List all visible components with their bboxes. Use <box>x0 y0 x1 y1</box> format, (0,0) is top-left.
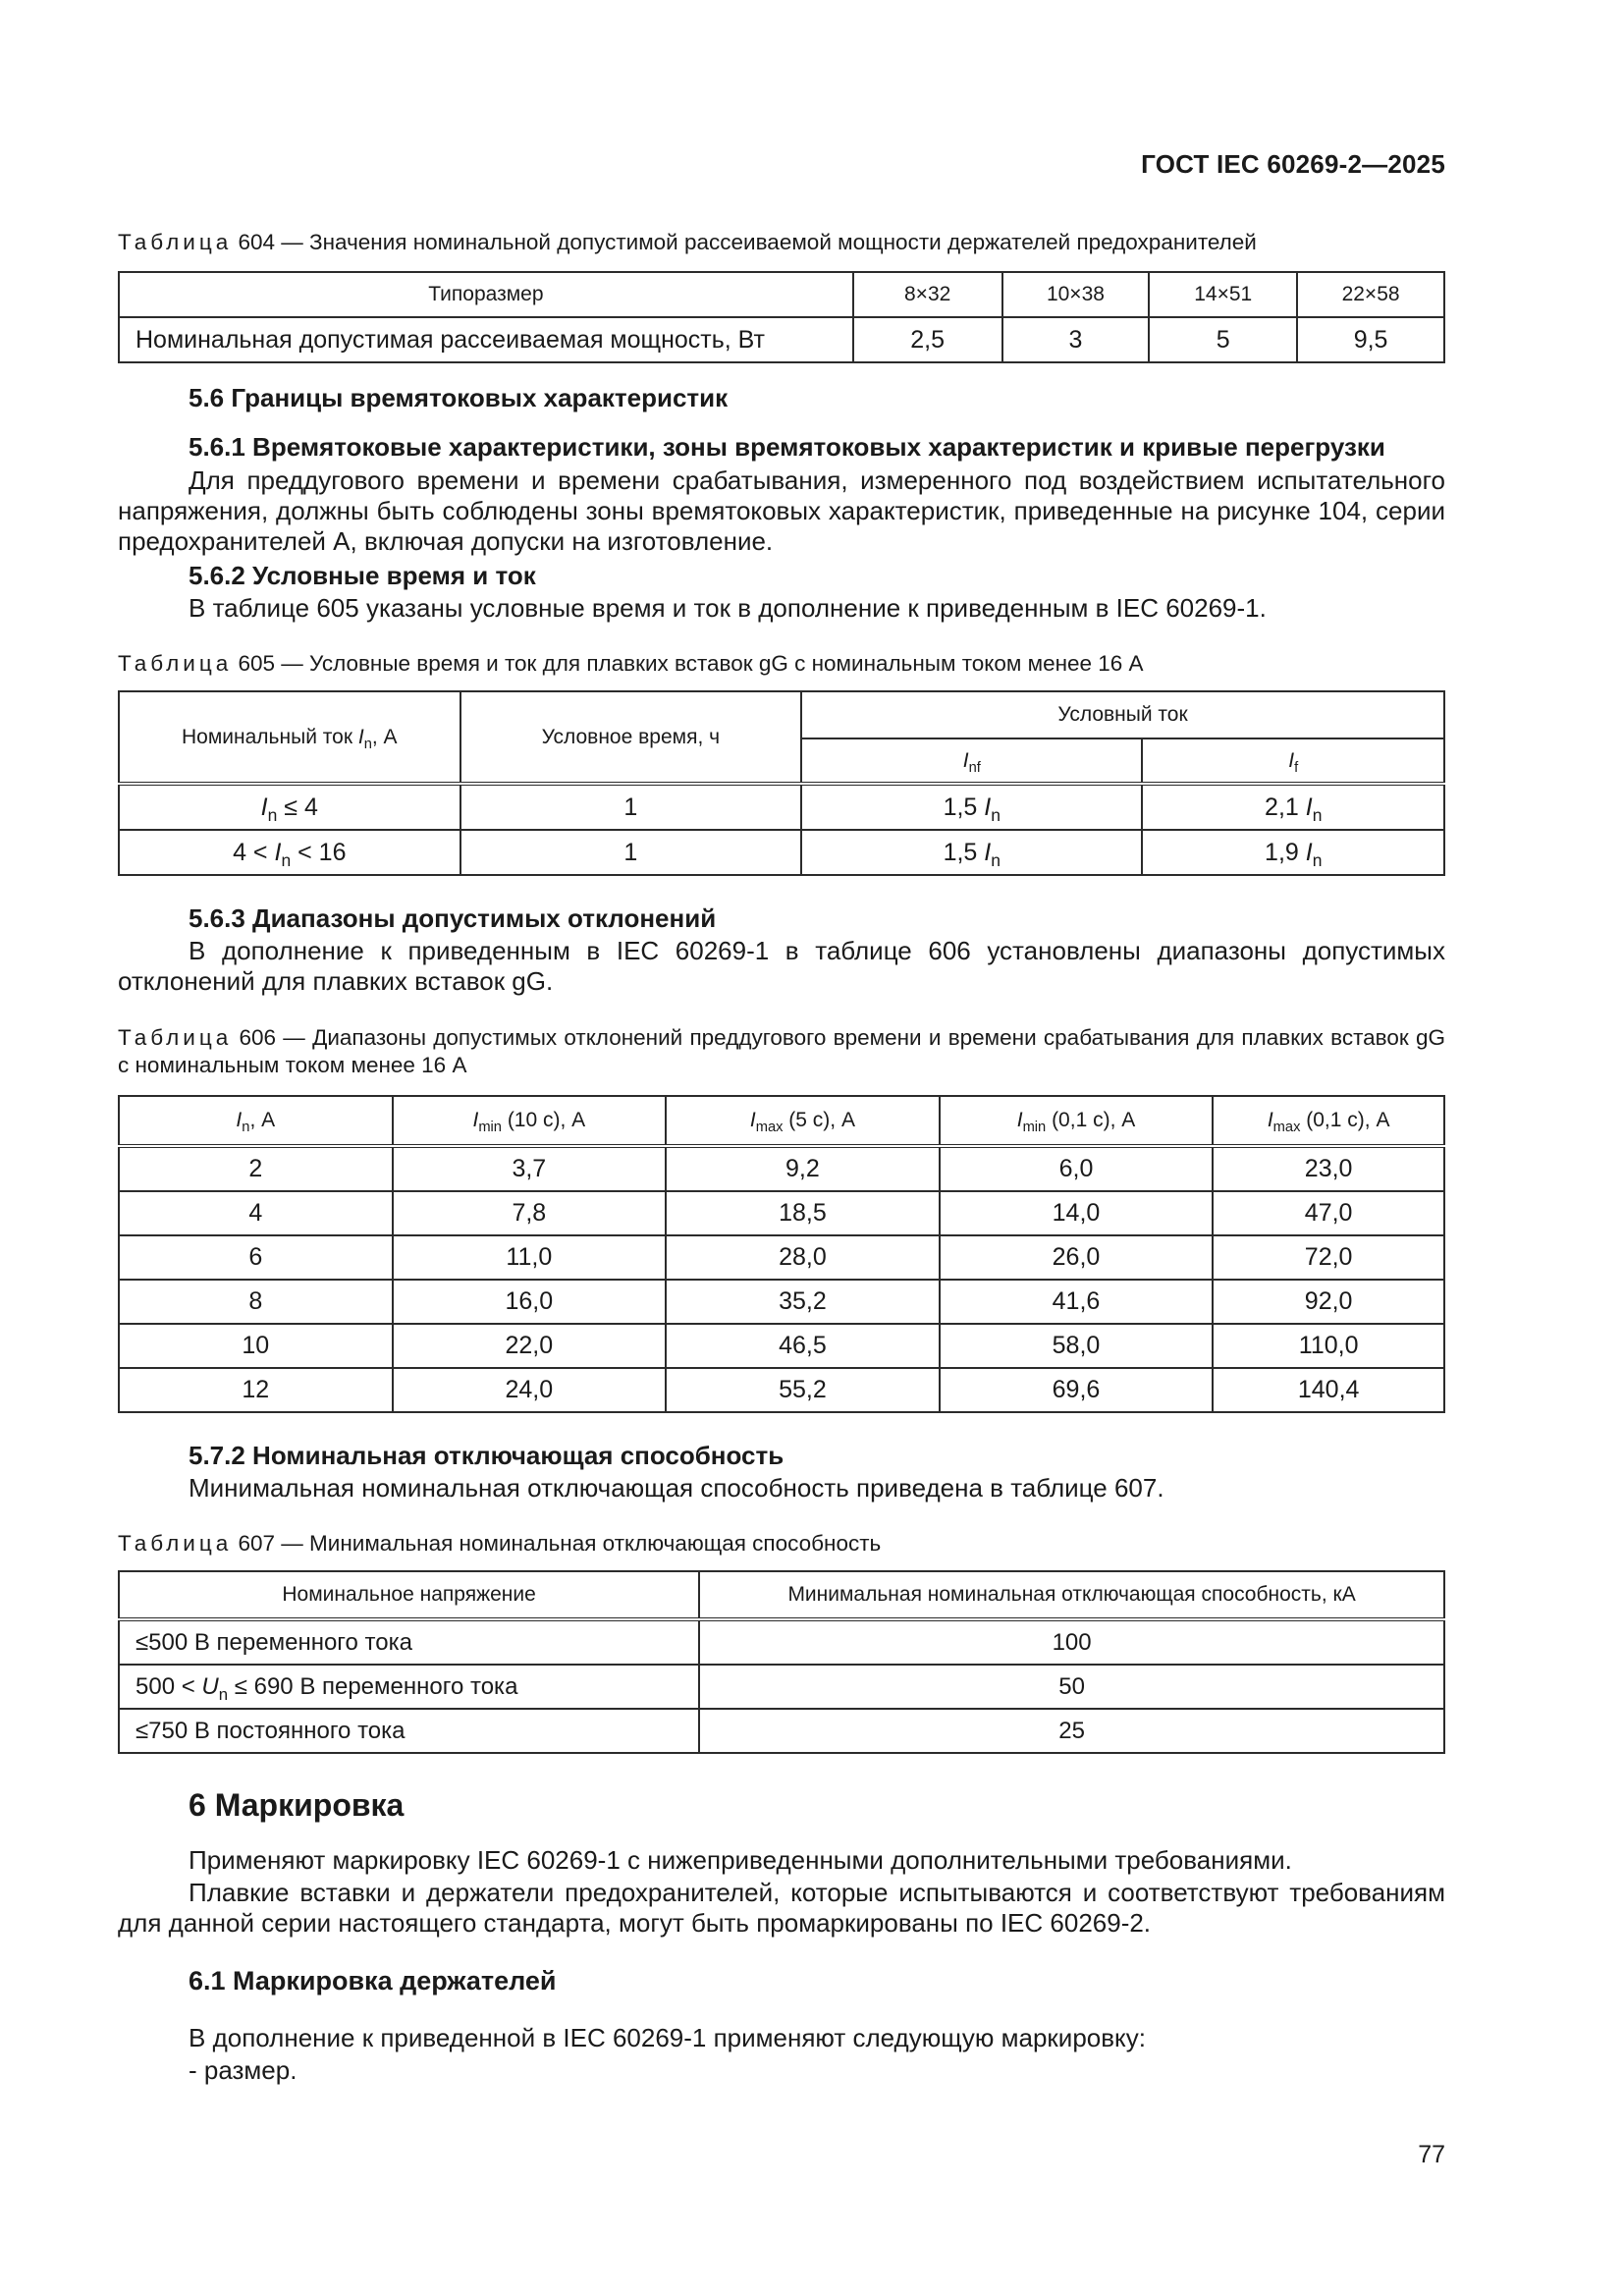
table-header-cell: Типоразмер <box>119 272 853 317</box>
table-cell: 110,0 <box>1213 1324 1444 1368</box>
table-header-cell: $I_{min}$ (10 с), А <box>393 1096 667 1146</box>
table-row <box>119 784 1444 830</box>
table-row <box>119 317 1444 362</box>
table-row <box>119 1191 1444 1235</box>
table-cell: 6,0 <box>940 1146 1214 1191</box>
table-row <box>119 1235 1444 1280</box>
section-5-6-2-text: В таблице 605 указаны условные время и ток в дополнение к приведенным в IEC 60269-1. <box>189 593 1267 623</box>
section-5-7-2-text: Минимальная номинальная отключающая способность приведена в таблице 607. <box>189 1473 1164 1503</box>
table-header-cell: Номинальное напряжение <box>119 1571 699 1619</box>
section-5-6-2-heading: 5.6.2 Условные время и ток <box>189 561 536 590</box>
table-row <box>119 830 1444 875</box>
table-cell: 1 <box>460 784 802 830</box>
table-header-cell: $I_n$, А <box>119 1096 393 1146</box>
table-cell: 2,5 <box>853 317 1002 362</box>
table-cell: $4 < I_n < 16$ <box>119 830 460 875</box>
section-5-6-3-text: В дополнение к приведенным в IEC 60269-1 в таблице 606 установлены диапазоны допустимых отклонений для плавких вставок gG. <box>118 936 1445 996</box>
table-header-cell: 22×58 <box>1297 272 1444 317</box>
table-cell: 14,0 <box>940 1191 1214 1235</box>
table-cell: 16,0 <box>393 1280 667 1324</box>
table-header-row <box>119 1571 1444 1619</box>
table-607 <box>118 1570 1445 1754</box>
table-header-cell: $I_{min}$ (0,1 с), А <box>940 1096 1214 1146</box>
table-header-row <box>119 691 1444 738</box>
table-cell: 47,0 <box>1213 1191 1444 1235</box>
section-5-6-1-text: Для преддугового времени и времени срабатывания, измеренного под воздействием испытательного напряжения, должны быть соблюдены зоны времятоковых характеристик, приведенные на рисунке 104, серии предохранителей А, включая допуски на изготовление. <box>118 465 1445 556</box>
section-6-heading: 6 Маркировка <box>189 1787 405 1823</box>
table-cell: 92,0 <box>1213 1280 1444 1324</box>
table-cell: ≤500 В переменного тока <box>119 1619 699 1665</box>
table-cell: 3,7 <box>393 1146 667 1191</box>
table-header-cell: Номинальный ток $I_n$, А <box>119 691 460 784</box>
table-cell: ≤750 В постоянного тока <box>119 1709 699 1753</box>
table-cell: 46,5 <box>666 1324 940 1368</box>
table-606-caption: Таблица 606 — Диапазоны допустимых отклонений преддугового времени и времени срабатывания для плавких вставок gG с номинальным током менее 16 А <box>118 1025 1445 1077</box>
table-cell: 9,2 <box>666 1146 940 1191</box>
table-cell: 100 <box>699 1619 1444 1665</box>
table-header-cell: $I_{max}$ (0,1 с), А <box>1213 1096 1444 1146</box>
table-row <box>119 1146 1444 1191</box>
table-header-cell: 10×38 <box>1002 272 1150 317</box>
section-6-paragraph: Применяют маркировку IEC 60269-1 с нижеприведенными дополнительными требованиями. <box>189 1845 1292 1875</box>
section-6-1-paragraph: В дополнение к приведенной в IEC 60269-1 применяют следующую маркировку: <box>189 2023 1146 2052</box>
table-604-caption: Таблица 604 — Значения номинальной допустимой рассеиваемой мощности держателей предохранителей <box>118 230 1257 254</box>
section-5-6-heading: 5.6 Границы времятоковых характеристик <box>189 383 729 412</box>
table-header-cell: Условный ток <box>801 691 1444 738</box>
table-cell: 12 <box>119 1368 393 1412</box>
table-header-row <box>119 272 1444 317</box>
table-604 <box>118 271 1445 363</box>
table-cell: 1,9 $I_n$ <box>1142 830 1444 875</box>
table-cell: 2,1 $I_n$ <box>1142 784 1444 830</box>
table-cell: 25 <box>699 1709 1444 1753</box>
table-cell: Номинальная допустимая рассеиваемая мощность, Вт <box>119 317 853 362</box>
table-cell: 5 <box>1149 317 1297 362</box>
table-cell: 8 <box>119 1280 393 1324</box>
table-cell: $I_n \le 4$ <box>119 784 460 830</box>
table-cell: 26,0 <box>940 1235 1214 1280</box>
table-cell: 6 <box>119 1235 393 1280</box>
table-606 <box>118 1095 1445 1413</box>
table-605-caption: Таблица 605 — Условные время и ток для плавких вставок gG с номинальным током менее 16 А <box>118 651 1144 676</box>
table-607-caption: Таблица 607 — Минимальная номинальная отключающая способность <box>118 1531 882 1556</box>
table-cell: 58,0 <box>940 1324 1214 1368</box>
table-cell: 18,5 <box>666 1191 940 1235</box>
table-header-row <box>119 1096 1444 1146</box>
table-header-cell: 14×51 <box>1149 272 1297 317</box>
table-cell: 2 <box>119 1146 393 1191</box>
section-5-7-2-heading: 5.7.2 Номинальная отключающая способность <box>189 1441 784 1470</box>
table-cell: 1 <box>460 830 802 875</box>
table-cell: 55,2 <box>666 1368 940 1412</box>
table-row <box>119 1368 1444 1412</box>
table-cell: 24,0 <box>393 1368 667 1412</box>
table-row <box>119 1324 1444 1368</box>
page-number: 77 <box>1418 2141 1445 2168</box>
table-cell: 9,5 <box>1297 317 1444 362</box>
table-header-cell: Минимальная номинальная отключающая способность, кА <box>699 1571 1444 1619</box>
table-header-cell: $I_{max}$ (5 с), А <box>666 1096 940 1146</box>
table-cell: 35,2 <box>666 1280 940 1324</box>
table-row <box>119 1709 1444 1753</box>
table-header-cell: $I_{nf}$ <box>801 738 1142 784</box>
table-row <box>119 1280 1444 1324</box>
section-6-paragraph: Плавкие вставки и держатели предохранителей, которые испытываются и соответствуют требованиям для данной серии настоящего стандарта, могут быть промаркированы по IEC 60269-2. <box>118 1878 1445 1938</box>
table-cell: 1,5 $I_n$ <box>801 784 1142 830</box>
table-cell: 22,0 <box>393 1324 667 1368</box>
table-cell: 41,6 <box>940 1280 1214 1324</box>
section-5-6-3-heading: 5.6.3 Диапазоны допустимых отклонений <box>189 903 717 933</box>
table-header-cell: Условное время, ч <box>460 691 802 784</box>
document-code: ГОСТ IEC 60269-2—2025 <box>1141 149 1445 179</box>
table-cell: 72,0 <box>1213 1235 1444 1280</box>
table-cell: 10 <box>119 1324 393 1368</box>
table-header-cell: $I_f$ <box>1142 738 1444 784</box>
section-6-1-heading: 6.1 Маркировка держателей <box>189 1966 557 1995</box>
table-cell: 11,0 <box>393 1235 667 1280</box>
table-cell: 140,4 <box>1213 1368 1444 1412</box>
table-cell: 23,0 <box>1213 1146 1444 1191</box>
table-cell: 69,6 <box>940 1368 1214 1412</box>
table-row <box>119 1619 1444 1665</box>
section-5-6-1-heading: 5.6.1 Времятоковые характеристики, зоны времятоковых характеристик и кривые перегрузки <box>189 432 1385 462</box>
table-cell: 4 <box>119 1191 393 1235</box>
table-605 <box>118 690 1445 876</box>
table-cell: 3 <box>1002 317 1150 362</box>
table-cell: 50 <box>699 1665 1444 1709</box>
table-cell: 7,8 <box>393 1191 667 1235</box>
table-cell: $500 < U_n \le 690$ В переменного тока <box>119 1665 699 1709</box>
table-header-cell: 8×32 <box>853 272 1002 317</box>
section-6-1-list-item: - размер. <box>189 2055 298 2085</box>
table-row <box>119 1665 1444 1709</box>
table-cell: 28,0 <box>666 1235 940 1280</box>
table-cell: 1,5 $I_n$ <box>801 830 1142 875</box>
